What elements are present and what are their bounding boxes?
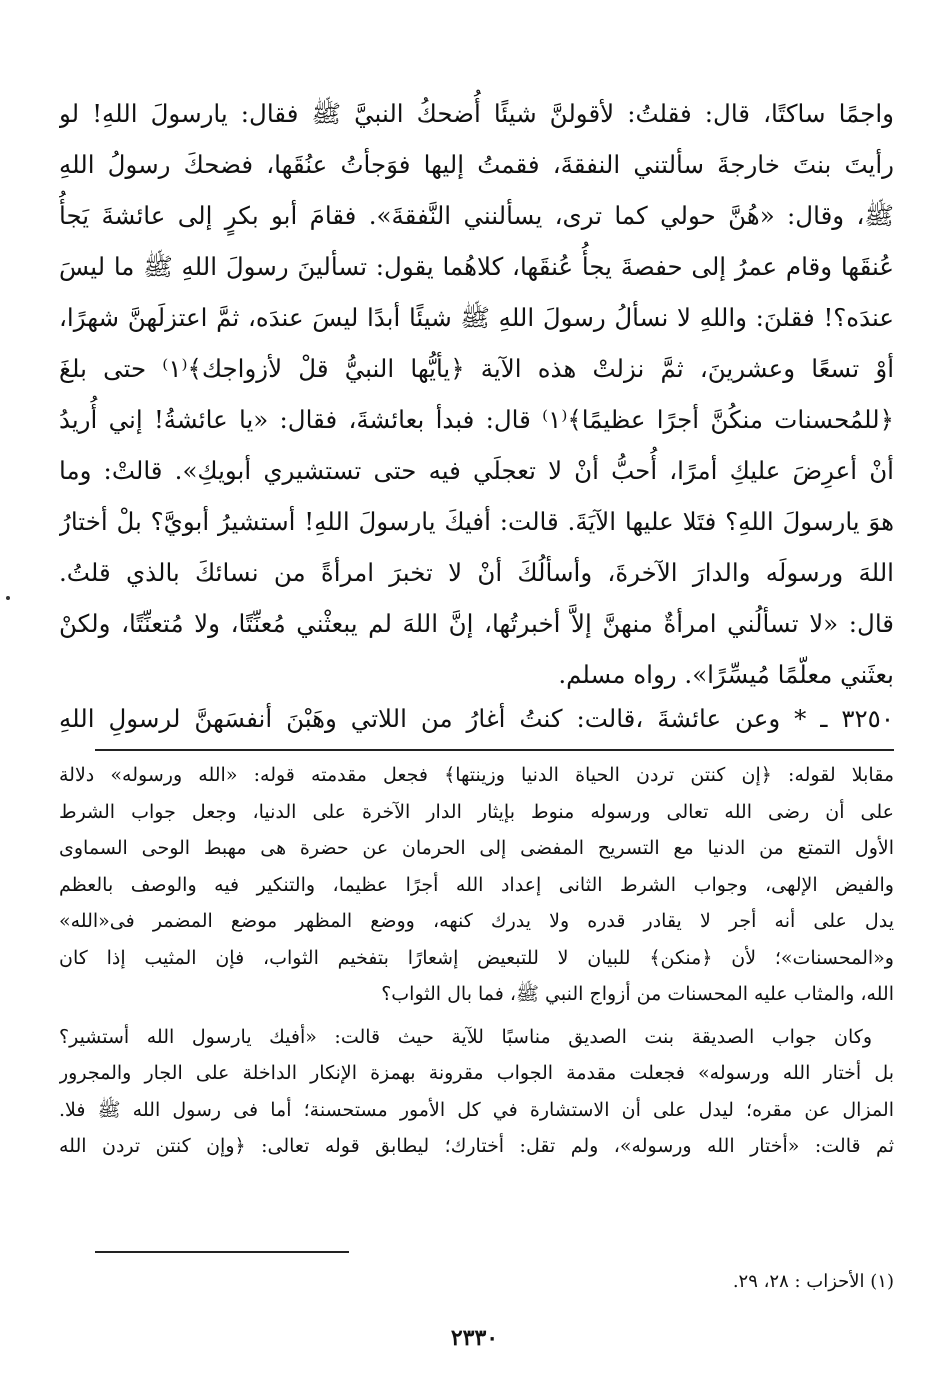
text-line: أنْ أعرِضَ عليكِ أمرًا، أُحبُّ أنْ لا تعجلَي فيه حتى تستشيري أبويكِ». قالتْ: وما [59,456,894,485]
commentary-line: مقابلا لقوله: ﴿إن كنتن تردن الحياة الدنيا وزينتها﴾ فجعل مقدمته قوله: «الله ورسوله» دلالة [59,764,894,786]
commentary-line: على أن رضى الله تعالى ورسوله منوط بإيثار الدار الآخرة على الدنيا، وجعل جواب الشرط [59,800,894,823]
text-line: واجمًا ساكتًا، قال: فقلتُ: لأقولنَّ شيئًا أُضحكُ النبيَّ ﷺ فقال: يارسولَ اللهِ! لو [59,99,894,128]
text-line: ﴿للمُحسنات منكُنَّ أجرًا عظيمًا﴾⁽١⁾ قال: فبدأ بعائشةَ، فقال: «يا عائشةُ! إني أُريدُ [59,405,894,434]
section-divider [95,749,894,751]
text-line: ﷺ، وقال: «هُنَّ حولي كما ترى، يسألنني النَّفقةَ». فقامَ أبو بكرٍ إلى عائشةَ يَجأُ [59,201,894,230]
footnote: (١) الأحزاب : ٢٨، ٢٩. [732,1271,894,1292]
commentary-line: وكان جواب الصديقة بنت الصديق مناسبًا للآية حيث قالت: «أفيك يارسول الله أستشير؟ [59,1025,872,1048]
commentary-line: والفيض الإلهى، وجواب الشرط الثانى إعداد الله أجرًا عظيما، والتنكير فيه والوصف بالعظم [59,873,894,896]
main-text [59,88,894,700]
commentary-line: الأول التمتع من الدنيا مع التسريح المفضى إلى الحرمان عن حضرة هى مهبط الوحى السماوى [59,837,894,859]
hadith-start-line: ٣٢٥٠ ـ * وعن عائشةَ ،قالت: كنتُ أغارُ من اللاتي وهَبْنَ أنفسَهنَّ لرسولِ اللهِ [59,704,894,733]
text-line: بعثَني معلّمًا مُيسِّرًا». رواه مسلم. [558,660,894,689]
text-line: اللهَ ورسولَه والدارَ الآخرةَ، وأسألُكَ أنْ لا تخبرَ امرأةً من نسائكَ بالذي قلتُ. [59,558,894,587]
commentary-line: ثم قالت: «أختار الله ورسوله»، ولم تقل: أختارك؛ ليطابق قوله تعالى: ﴿وإن كنتن تردن الله [59,1135,894,1157]
text-line: أوْ تسعًا وعشرينَ، ثمَّ نزلتْ هذه الآية ﴿يأيُّها النبيُّ قلْ لأزواجك﴾⁽١⁾ حتى بلغَ [59,354,894,383]
text-line: قال: «لا تسألُني امرأةٌ منهنَّ إلاَّ أخبرتُها، إنَّ اللهَ لم يبعثْني مُعنِّتًا، ولا مُتعنِّتًا، ولكنْ [59,609,894,638]
footnote-divider [95,1251,349,1253]
text-line: رأيتَ بنتَ خارجةَ سألتني النفقةَ، فقمتُ إليها فوَجأتُ عنُقَها، فضحكَ رسولُ اللهِ [59,150,894,179]
scan-speck [6,596,10,600]
text-line: هوَ يارسولَ اللهِ؟ فتَلا عليها الآيَةَ. قالت: أفيكَ يارسولَ اللهِ! أستشيرُ أبويَّ؟ بلْ أختارُ [59,507,894,536]
text-line: عندَه؟! فقلنَ: واللهِ لا نسألُ رسولَ اللهِ ﷺ شيئًا أبدًا ليسَ عندَه، ثمَّ اعتزلَهنَّ شهرًا، [59,303,894,332]
commentary-text [59,757,894,1165]
text-line: عُنقَها وقام عمرُ إلى حفصةَ يجأُ عُنقَها، كلاهُما يقول: تسألينَ رسولَ اللهِ ﷺ ما ليسَ [59,252,894,281]
commentary-line: و«المحسنات»؛ لأن ﴿منكن﴾ للبيان لا للتبعيض إشعارًا بتفخيم الثواب، فإن المثيب إذا كان [59,946,894,969]
commentary-line: المزال عن مقره؛ ليدل على أن الاستشارة في كل الأمور مستحسنة؛ أما فى رسول الله ﷺ فلا. [59,1098,894,1121]
commentary-line: بل أختار الله ورسوله» فجعلت مقدمة الجواب مقرونة بهمزة الإنكار الداخلة على الجار والمجرور [59,1062,894,1084]
commentary-line: يدل على أنه أجر لا يقادر قدره ولا يدرك كنهه، ووضع المظهر موضع المضمر فى«الله» [59,910,894,932]
page-number: ٢٣٣٠ [450,1325,499,1351]
commentary-line: الله، والمثاب عليه المحسنات من أزواج النبي ﷺ، فما بال الثواب؟ [381,983,894,1005]
